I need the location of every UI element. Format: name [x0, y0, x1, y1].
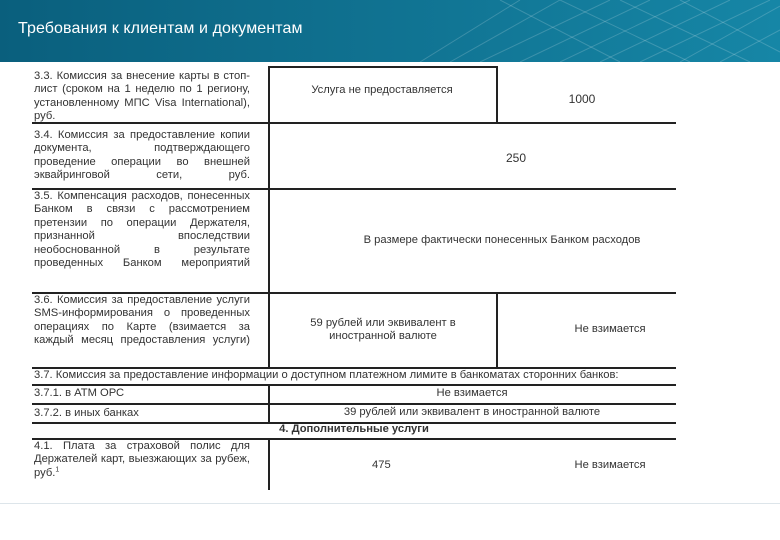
section-4-title: 4. Дополнительные услуги: [279, 423, 429, 435]
footer-divider: [0, 503, 780, 504]
table-vline: [268, 66, 270, 189]
row-3-7-1-label: 3.7.1. в АТМ ОРС: [34, 387, 125, 399]
row-3-6-label: 3.6. Комиссия за предоставление услуги SMS-информирования о проведенных операциях по Карте (взимается за каждый месяц предоставления услуги): [34, 294, 250, 347]
table-vline: [496, 292, 498, 367]
row-3-4-label: 3.4. Комиссия за предоставление копии документа, подтверждающего проведение операции во внешней эквайринговой сети, руб.: [34, 129, 250, 182]
row-4-1-col3: Не взимается: [574, 459, 646, 471]
row-3-3-label: 3.3. Комиссия за внесение карты в стоп-лист (сроком на 1 неделю по 1 региону, установленному МПС Visa International), руб.: [34, 70, 250, 123]
row-3-7-label: 3.7. Комиссия за предоставление информации о доступном платежном лимите в банкоматах сторонних банков:: [34, 369, 619, 381]
slide-header: [0, 0, 780, 62]
row-4-1-label-text: 4.1. Плата за страховой полис для Держателей карт, выезжающих за рубеж, руб.: [34, 440, 250, 479]
table-vline: [268, 292, 270, 367]
row-4-1-footnote: 1: [55, 466, 60, 474]
table-hline: [32, 384, 676, 386]
table-vline: [268, 438, 270, 490]
row-4-1-col2: 475: [372, 459, 391, 471]
row-3-5-label: 3.5. Компенсация расходов, понесенных Банком в связи с рассмотрением претензии по операции Держателя, признанной впоследствии необоснованной в результате проведенных Банком мероприятий: [34, 190, 250, 270]
row-3-5-value: В размере фактически понесенных Банком расходов: [363, 234, 641, 246]
row-3-7-2-label: 3.7.2. в иных банках: [34, 407, 139, 419]
table-hline: [32, 403, 676, 405]
row-3-6-col2: 59 рублей или эквивалент в иностранной валюте: [310, 317, 456, 343]
table-hline: [268, 66, 496, 68]
row-3-6-col3: Не взимается: [574, 323, 646, 335]
table-vline: [268, 189, 270, 299]
row-3-3-col3: 1000: [568, 92, 596, 106]
tariff-table: [32, 66, 676, 496]
table-vline: [496, 66, 498, 122]
slide-title: Требования к клиентам и документам: [18, 20, 303, 37]
row-3-7-2-value: 39 рублей или эквивалент в иностранной валюте: [343, 406, 601, 418]
row-3-4-value: 250: [506, 151, 527, 165]
row-4-1-label: [34, 440, 250, 480]
row-3-7-1-value: Не взимается: [436, 387, 508, 399]
row-3-3-col2: Услуга не предоставляется: [311, 84, 453, 96]
